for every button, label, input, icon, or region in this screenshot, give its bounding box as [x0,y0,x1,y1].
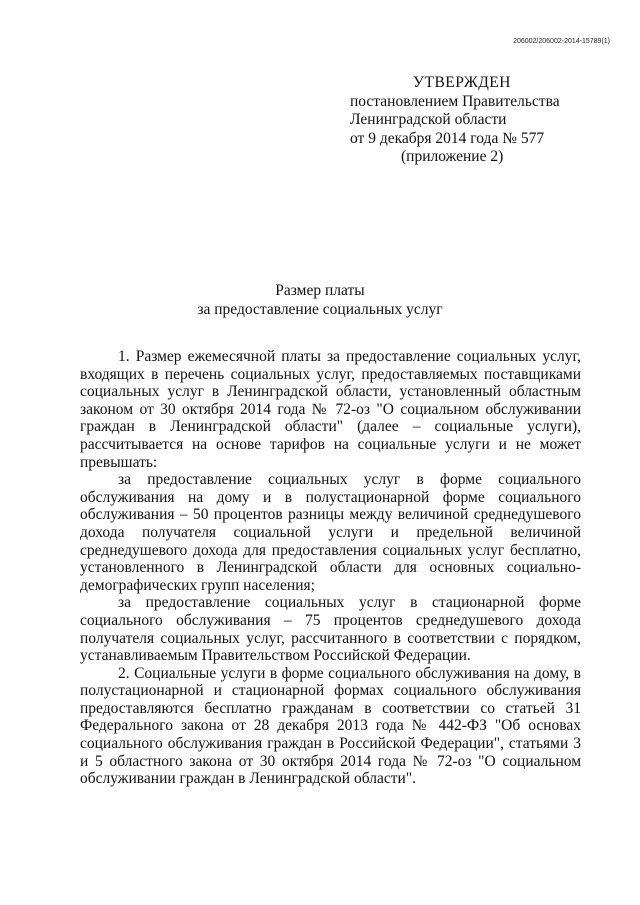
document-body [80,348,581,788]
approved-heading: УТВЕРЖДЕН [413,74,511,91]
paragraph-1: 1. Размер ежемесячной платы за предоставление социальных услуг, входящих в перечень социальных услуг, предоставляемых поставщиками социальных услуг в Ленинградской области, установленный областным законом от 30 октября 2014 года № 72-оз "О социальном обслуживании граждан в Ленинградской области" (далее – социальные услуги), рассчитывается на основе тарифов на социальные услуги и не может превышать: [80,348,581,471]
approval-line-3: от 9 декабря 2014 года № 577 [350,129,545,147]
document-id: 206002/206002-2014-15789(1) [513,38,610,45]
approval-line-1: постановлением Правительства [350,92,560,110]
approval-line-2: Ленинградской области [350,111,507,128]
document-title: Размер платы [275,282,365,299]
paragraph-home-care: за предоставление социальных услуг в форме социального обслуживания на дому и в полустационарной форме социального обслуживания – 50 процентов разницы между величиной среднедушевого дохода получателя социальной услуги и предельной величиной среднедушевого дохода для предоставления социальных услуг бесплатно, установленного в Ленинградской области для основных социально-демографических групп населения; [80,471,581,594]
document-subtitle: за предоставление социальных услуг [197,301,443,318]
appendix-note: (приложение 2) [401,148,504,165]
approval-stamp [350,74,580,167]
paragraph-2: 2. Социальные услуги в форме социального обслуживания на дому, в полустационарной и стационарной формах социального обслуживания предоставляются бесплатно гражданам в соответствии со статьей 31 Федерального закона от 28 декабря 2013 года № 442-ФЗ "Об основах социального обслуживания граждан в Российской Федерации", статьями 3 и 5 областного закона от 30 октября 2014 года № 72-оз "О социальном обслуживании граждан в Ленинградской области". [80,664,581,788]
paragraph-stationary-care: за предоставление социальных услуг в стационарной форме социального обслуживания – 75 процентов среднедушевого дохода получателя социальных услуг, рассчитанного в соответствии с порядком, устанавливаемым Правительством Российской Федерации. [80,594,581,665]
